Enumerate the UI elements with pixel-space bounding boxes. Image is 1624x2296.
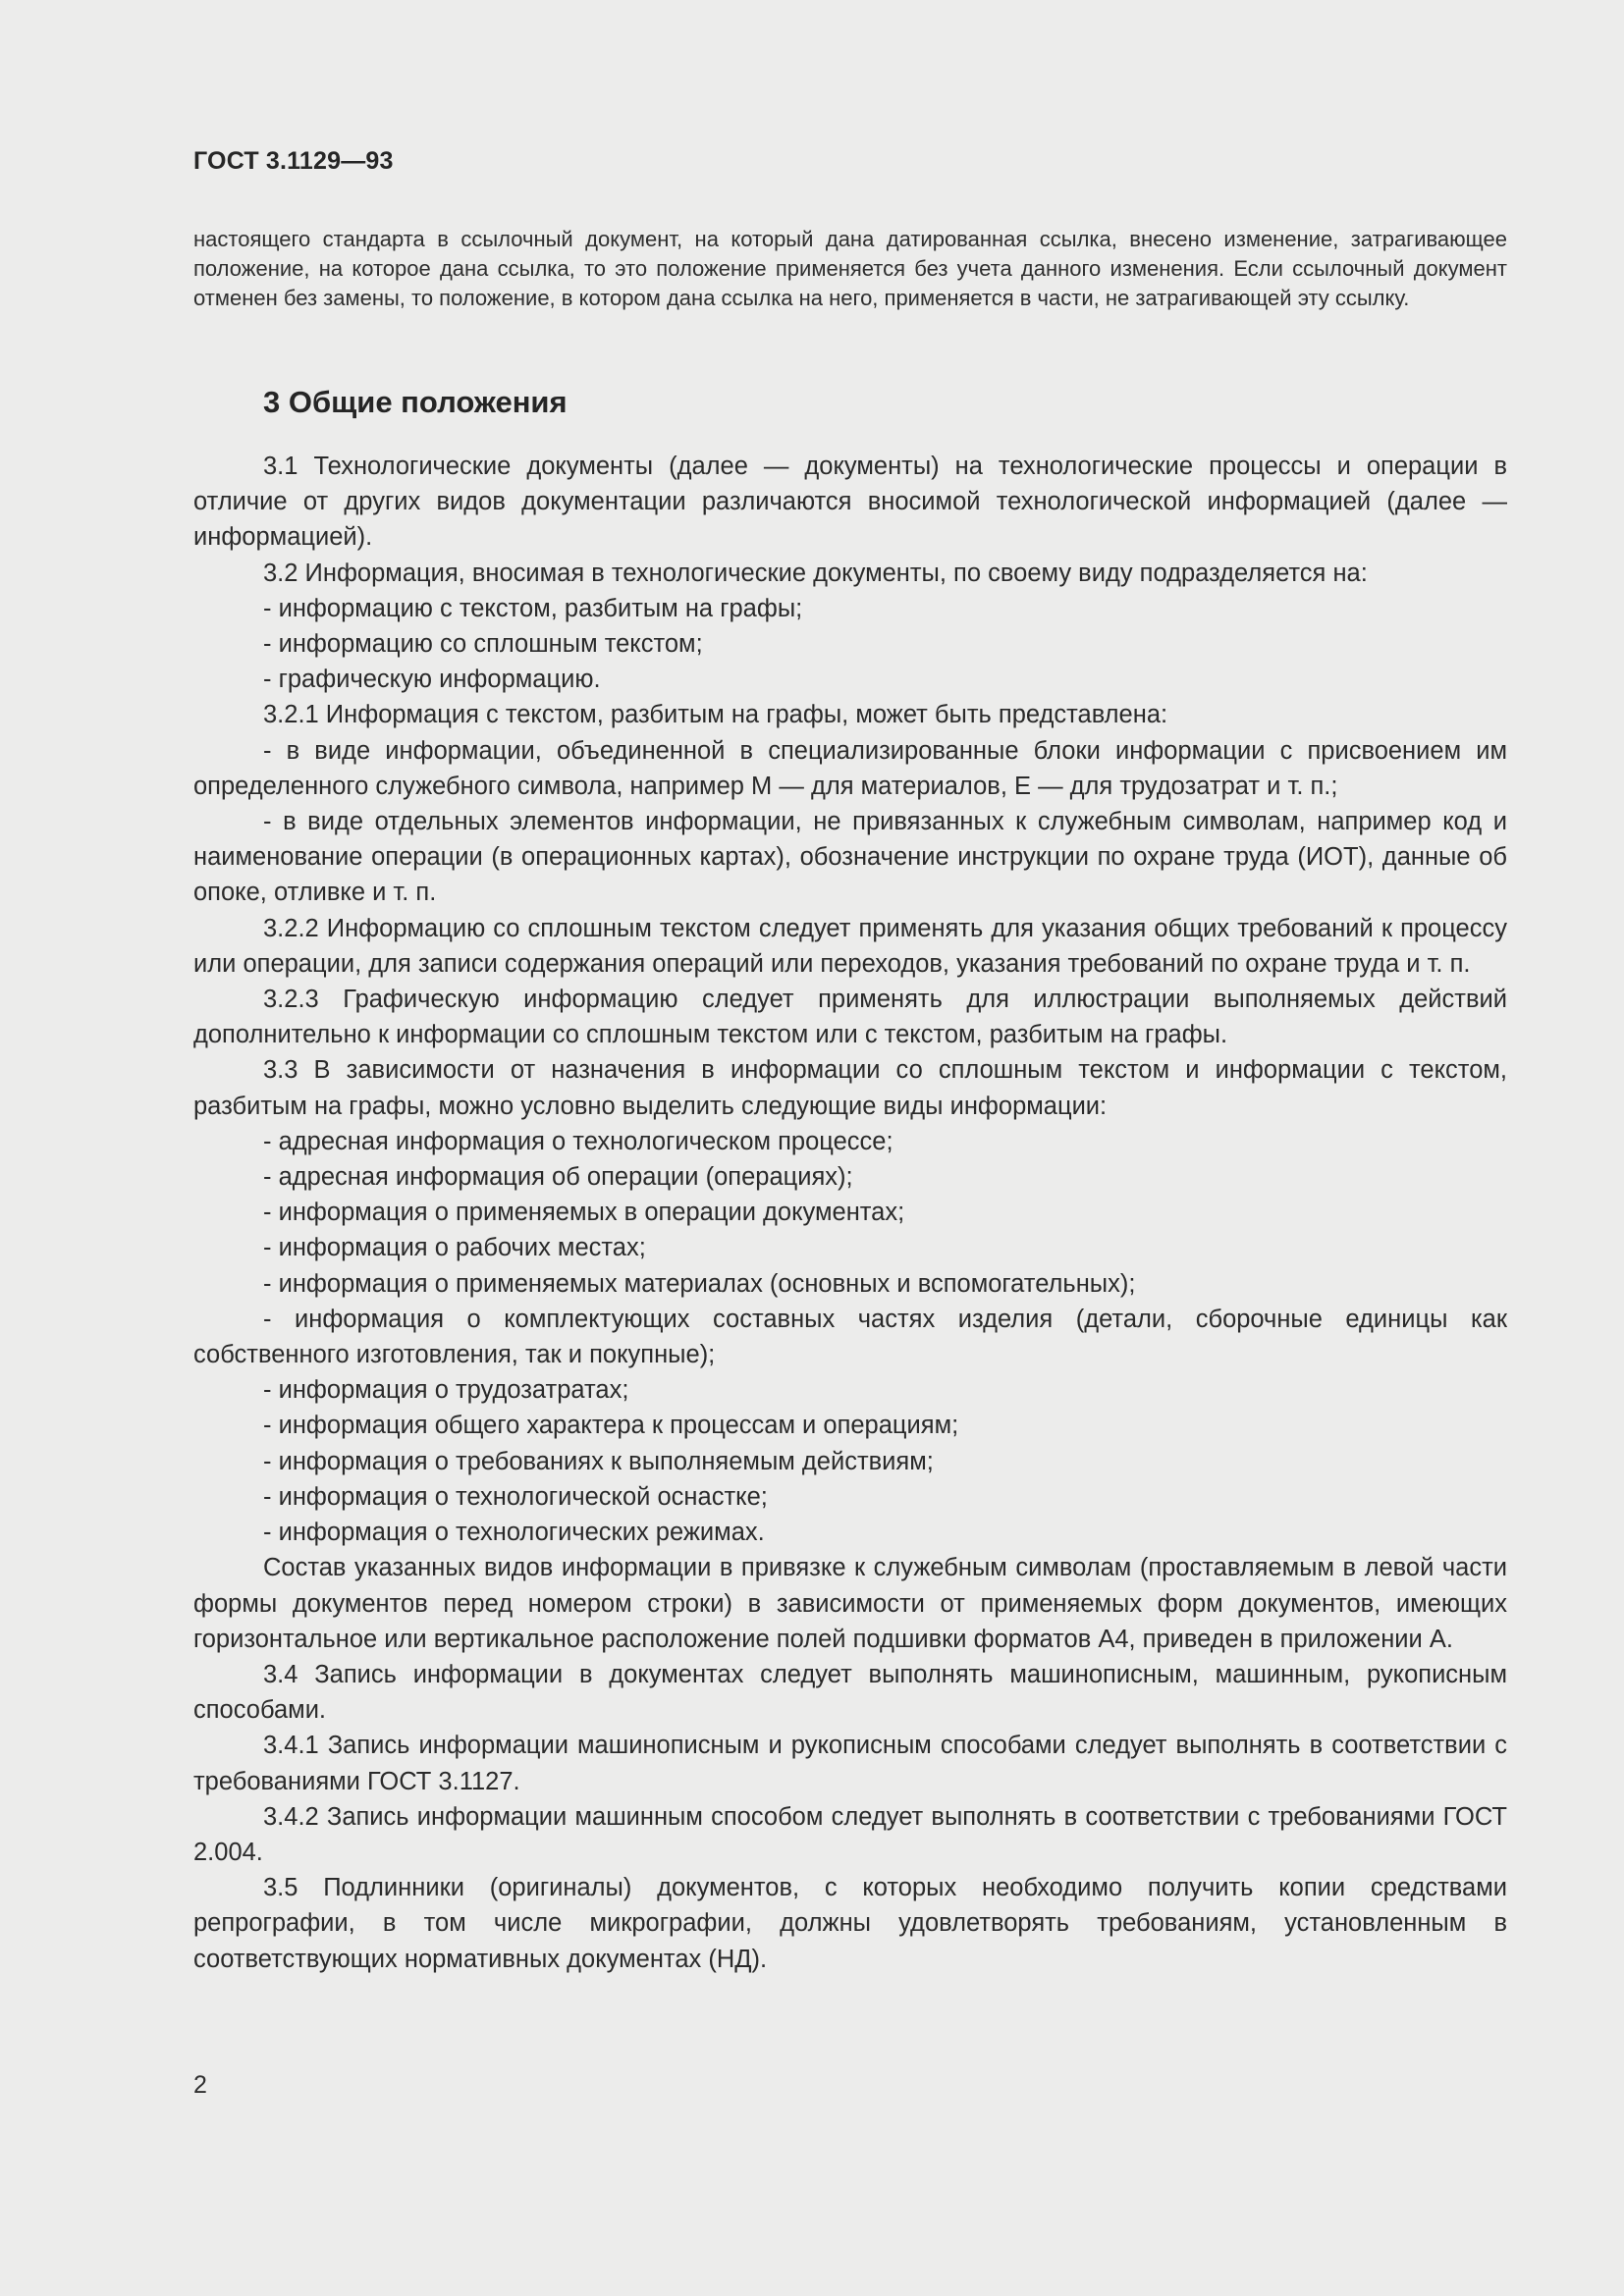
paragraph-3-3: 3.3 В зависимости от назначения в информации со сплошным текстом и информации с текстом, разбитым на графы, можно условно выделить следующие виды информации: xyxy=(193,1056,1507,1120)
intro-paragraph: настоящего стандарта в ссылочный документ, на который дана датированная ссылка, внесено изменение, затрагивающее положение, на которое дана ссылка, то это положение применяется без учета данного изменения. Если ссылочный документ отменен без замены, то положение, в котором дана ссылка на него, применяется в части, не затрагивающей эту ссылку. xyxy=(193,227,1507,310)
section-body xyxy=(193,449,1507,1977)
list-item: - информация о комплектующих составных частях изделия (детали, сборочные единицы как собственного изготовления, так и покупные); xyxy=(193,1305,1507,1369)
section-title: 3 Общие положения xyxy=(263,385,568,419)
list-item: - информация о рабочих местах; xyxy=(263,1234,646,1262)
list-item: - графическую информацию. xyxy=(263,666,601,694)
paragraph-3-5: 3.5 Подлинники (оригиналы) документов, с которых необходимо получить копии средствами репрографии, в том числе микрографии, должны удовлетворять требованиям, установленным в соответствующих нормативных документах (НД). xyxy=(193,1874,1507,1973)
page-number: 2 xyxy=(193,2071,207,2099)
list-item: - информация о применяемых материалах (основных и вспомогательных); xyxy=(263,1269,1136,1298)
paragraph-3-2-3: 3.2.3 Графическую информацию следует применять для иллюстрации выполняемых действий дополнительно к информации со сплошным текстом или с текстом, разбитым на графы. xyxy=(193,986,1507,1049)
list-item: - в виде отдельных элементов информации, не привязанных к служебным символам, например код и наименование операции (в операционных картах), обозначение инструкции по охране труда (ИОТ), данные об опоке, отливке и т. п. xyxy=(193,808,1507,907)
list-item: - информация общего характера к процессам и операциям; xyxy=(263,1412,959,1440)
paragraph-3-2: 3.2 Информация, вносимая в технологические документы, по своему виду подразделяется на: xyxy=(263,559,1368,587)
paragraph-3-4: 3.4 Запись информации в документах следует выполнять машинописным, машинным, рукописным способами. xyxy=(193,1660,1507,1725)
list-item: - информацию со сплошным текстом; xyxy=(263,630,703,659)
paragraph-3-2-1: 3.2.1 Информация с текстом, разбитым на графы, может быть представлена: xyxy=(263,701,1168,729)
paragraph-3-2-2: 3.2.2 Информацию со сплошным текстом следует применять для указания общих требований к процессу или операции, для записи содержания операций или переходов, указания требований по охране труда и т. п. xyxy=(193,914,1507,978)
paragraph-composition: Состав указанных видов информации в привязке к служебным символам (проставляемым в левой части формы документов перед номером строки) в зависимости от применяемых форм документов, имеющих горизонтальное или вертикальное расположение полей подшивки форматов А4, приведен в приложении А. xyxy=(193,1554,1507,1653)
document-code-header: ГОСТ 3.1129—93 xyxy=(193,147,394,175)
paragraph-3-1: 3.1 Технологические документы (далее — документы) на технологические процессы и операции в отличие от других видов документации различаются вносимой технологической информацией (далее — информацией). xyxy=(193,453,1507,552)
list-item: - информацию с текстом, разбитым на графы; xyxy=(263,594,803,622)
list-item: - адресная информация о технологическом процессе; xyxy=(263,1127,893,1155)
list-item: - адресная информация об операции (операциях); xyxy=(263,1163,853,1192)
list-item: - информация о технологической оснастке; xyxy=(263,1482,768,1511)
paragraph-3-4-1: 3.4.1 Запись информации машинописным и рукописным способами следует выполнять в соответствии с требованиями ГОСТ 3.1127. xyxy=(193,1732,1507,1795)
paragraph-3-4-2: 3.4.2 Запись информации машинным способом следует выполнять в соответствии с требованиями ГОСТ 2.004. xyxy=(193,1802,1507,1866)
list-item: - в виде информации, объединенной в специализированные блоки информации с присвоением им определенного служебного символа, например М — для материалов, Е — для трудозатрат и т. п.; xyxy=(193,736,1507,800)
list-item: - информация о технологических режимах. xyxy=(263,1519,765,1547)
list-item: - информация о применяемых в операции документах; xyxy=(263,1199,905,1227)
list-item: - информация о трудозатратах; xyxy=(263,1376,629,1405)
list-item: - информация о требованиях к выполняемым действиям; xyxy=(263,1447,934,1475)
